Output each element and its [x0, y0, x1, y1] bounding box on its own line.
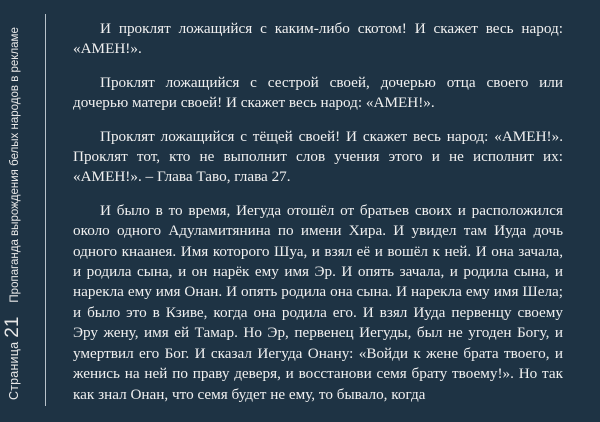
paragraph: Проклят ложащийся с сестрой своей, дочерью отца своего или дочерью матери своей! И скажет весь народ: «АМЕН!». — [73, 73, 563, 112]
page-number: 21 — [2, 316, 23, 338]
paragraph: И было в то время, Иегуда отошёл от братьев своих и расположился около одного Адуламитянина по имени Хира. И увидел там Иуда дочь одного кнаанея. Имя которого Шуа, и взял её и вошёл к ней. И она зачала, и родила сына, и он нарёк ему имя Эр. И опять зачала, и родила сына, и нарекла ему имя Онан. И опять родила она сына. И нарекла ему имя Шела; и было это в Кзиве, когда она родила его. И взял Иуда первенцу своему Эру жену, имя ей Тамар. Но Эр, первенец Иегуды, был не угоден Богу, и умертвил его Бог. И сказал Иегуда Онану: «Войди к жене брата твоего, и женись на ней по праву деверя, и восстанови семя брату твоему!». Но так как знал Онан, что семя будет не ему, то бывало, когда — [73, 201, 563, 403]
running-title: Пропаганда вырождения белых народов в рекламе — [9, 27, 21, 303]
sidebar-caption — [2, 27, 24, 400]
paragraph: Проклят ложащийся с тёщей своей! И скажет весь народ: «АМЕН!». Проклят тот, кто не выполнит слов учения этого и не исполнит их: «АМЕН!». – Глава Таво, глава 27. — [73, 127, 563, 186]
paragraph: И проклят ложащийся с каким-либо скотом! И скажет весь народ: «АМЕН!». — [73, 20, 563, 58]
body-text — [73, 19, 563, 418]
sidebar-divider — [45, 14, 46, 406]
page-label: Страница — [7, 341, 21, 400]
page-sidebar — [0, 0, 48, 422]
